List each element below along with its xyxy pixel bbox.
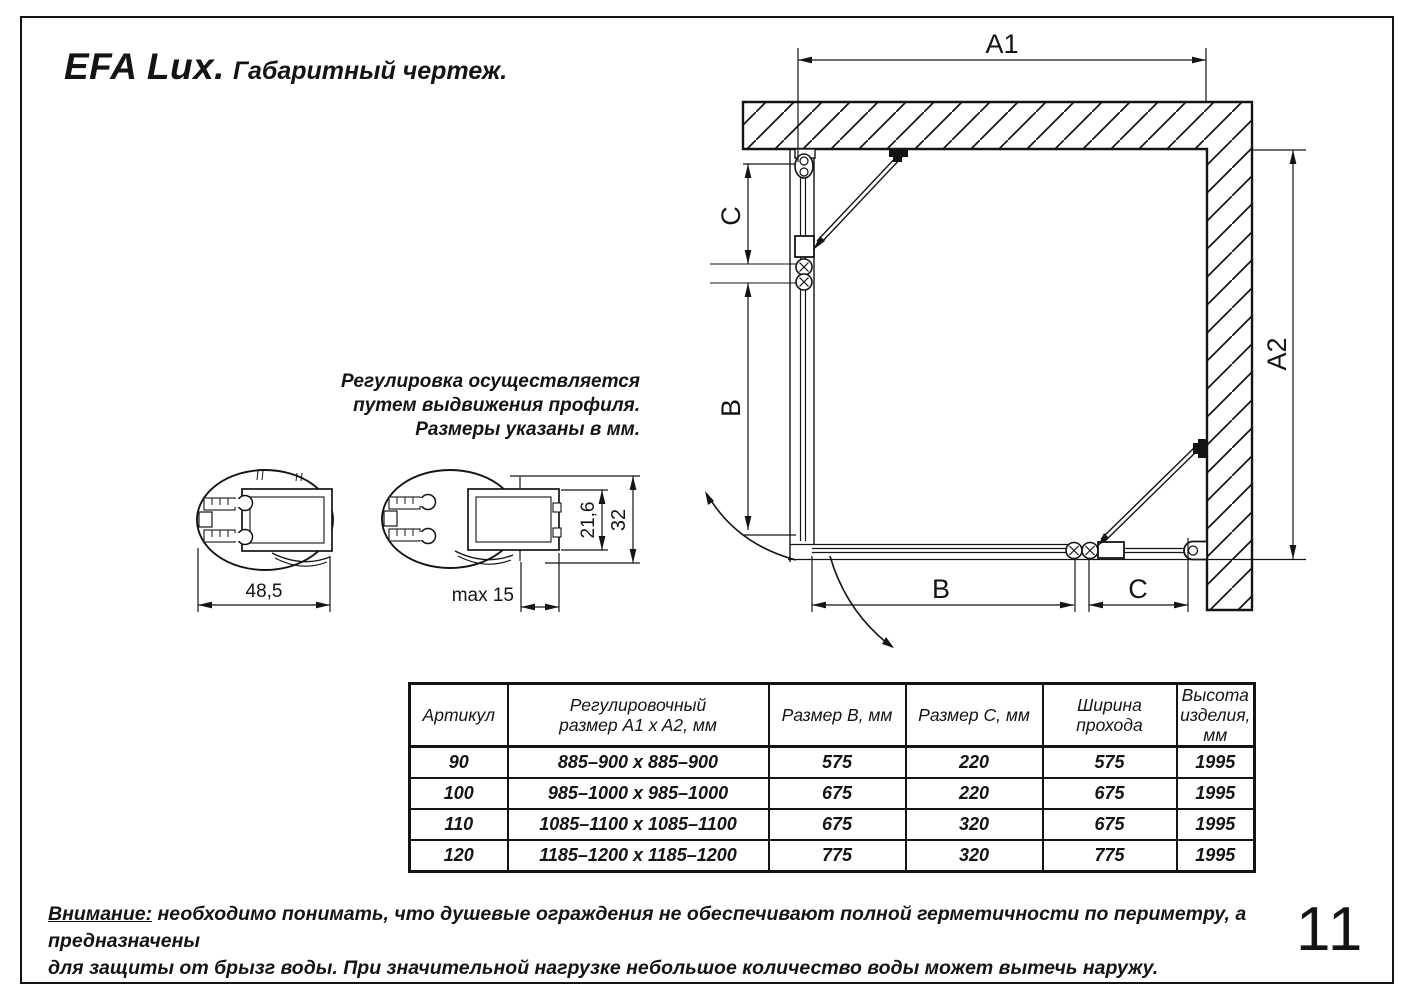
col-header-product-height: Высота изделия, мм	[1177, 684, 1255, 747]
dim-label-b-left: B	[716, 398, 746, 418]
dim-label-profile-extension: max 15	[451, 585, 514, 606]
warning-note	[48, 901, 1288, 982]
dim-label-a1: A1	[985, 29, 1019, 59]
cell-article: 100	[410, 778, 508, 809]
cell-adjust-size: 1185–1200 x 1185–1200	[508, 840, 769, 872]
table-header-row	[410, 684, 1255, 747]
cell-pass-width: 675	[1043, 778, 1177, 809]
dim-b-left	[743, 283, 796, 535]
cell-size-b: 775	[769, 840, 906, 872]
adjustment-note-line: Регулировка осуществляется	[340, 371, 640, 392]
cell-pass-width: 575	[1043, 747, 1177, 779]
cell-adjust-size: 985–1000 x 985–1000	[508, 778, 769, 809]
cell-size-c: 220	[906, 747, 1043, 779]
page-subtitle: Габаритный чертеж.	[232, 57, 508, 85]
adjustment-note-line: Размеры указаны в мм.	[415, 419, 640, 440]
page-number: 11	[1296, 895, 1365, 964]
cell-pass-width: 675	[1043, 809, 1177, 840]
walls-hatched	[743, 102, 1252, 610]
cell-pass-width: 775	[1043, 840, 1177, 872]
brand-name: EFA Lux.	[64, 46, 225, 87]
cell-product-height: 1995	[1177, 747, 1255, 779]
cell-product-height: 1995	[1177, 809, 1255, 840]
cell-product-height: 1995	[1177, 778, 1255, 809]
cell-adjust-size: 885–900 x 885–900	[508, 747, 769, 779]
cell-article: 110	[410, 809, 508, 840]
dim-c-left	[743, 164, 796, 264]
dim-label-a2: A2	[1262, 337, 1292, 371]
cell-article: 90	[410, 747, 508, 779]
adjustment-note-line: путем выдвижения профиля.	[353, 395, 640, 416]
col-header-size-c: Размер C, мм	[906, 684, 1043, 747]
col-header-article: Артикул	[410, 684, 508, 747]
warning-line: для защиты от брызг воды. При значительной нагрузке небольшое количество воды может вытечь наружу.	[48, 957, 1159, 979]
cell-size-c: 320	[906, 809, 1043, 840]
col-header-adjust-size: Регулировочный размер A1 x A2, мм	[508, 684, 769, 747]
cell-adjust-size: 1085–1100 x 1085–1100	[508, 809, 769, 840]
spec-table	[408, 682, 1256, 873]
dim-label-insert-height: 21,6	[578, 501, 599, 539]
cell-product-height: 1995	[1177, 840, 1255, 872]
dim-label-c-left: C	[716, 206, 746, 226]
table-row	[410, 809, 1255, 840]
dim-label-c-bottom: C	[1128, 574, 1148, 604]
table-row	[410, 840, 1255, 872]
col-header-size-b: Размер B, мм	[769, 684, 906, 747]
table-row	[410, 778, 1255, 809]
cell-size-b: 675	[769, 809, 906, 840]
col-header-pass-width: Ширина прохода	[1043, 684, 1177, 747]
cell-article: 120	[410, 840, 508, 872]
profile-section-closed	[197, 470, 333, 570]
dim-b-bottom	[812, 556, 1089, 612]
cell-size-b: 675	[769, 778, 906, 809]
door-open-bottom	[1098, 439, 1206, 546]
warning-line: Внимание: необходимо понимать, что душевые ограждения не обеспечивают полной герметичности по периметру, а предназначены	[48, 903, 1247, 952]
profile-section-extended	[382, 470, 561, 568]
warning-label: Внимание:	[48, 903, 153, 925]
cell-size-c: 220	[906, 778, 1043, 809]
dim-label-profile-width: 48,5	[245, 581, 283, 602]
swing-arc-bottom	[830, 556, 894, 648]
dim-profile-extension	[521, 553, 559, 612]
swing-arc-left	[705, 491, 796, 560]
table-row	[410, 747, 1255, 779]
cell-size-b: 575	[769, 747, 906, 779]
door-open-top	[813, 150, 908, 250]
dim-label-profile-height: 32	[608, 508, 630, 532]
dim-label-b-bottom: B	[931, 574, 951, 604]
cell-size-c: 320	[906, 840, 1043, 872]
